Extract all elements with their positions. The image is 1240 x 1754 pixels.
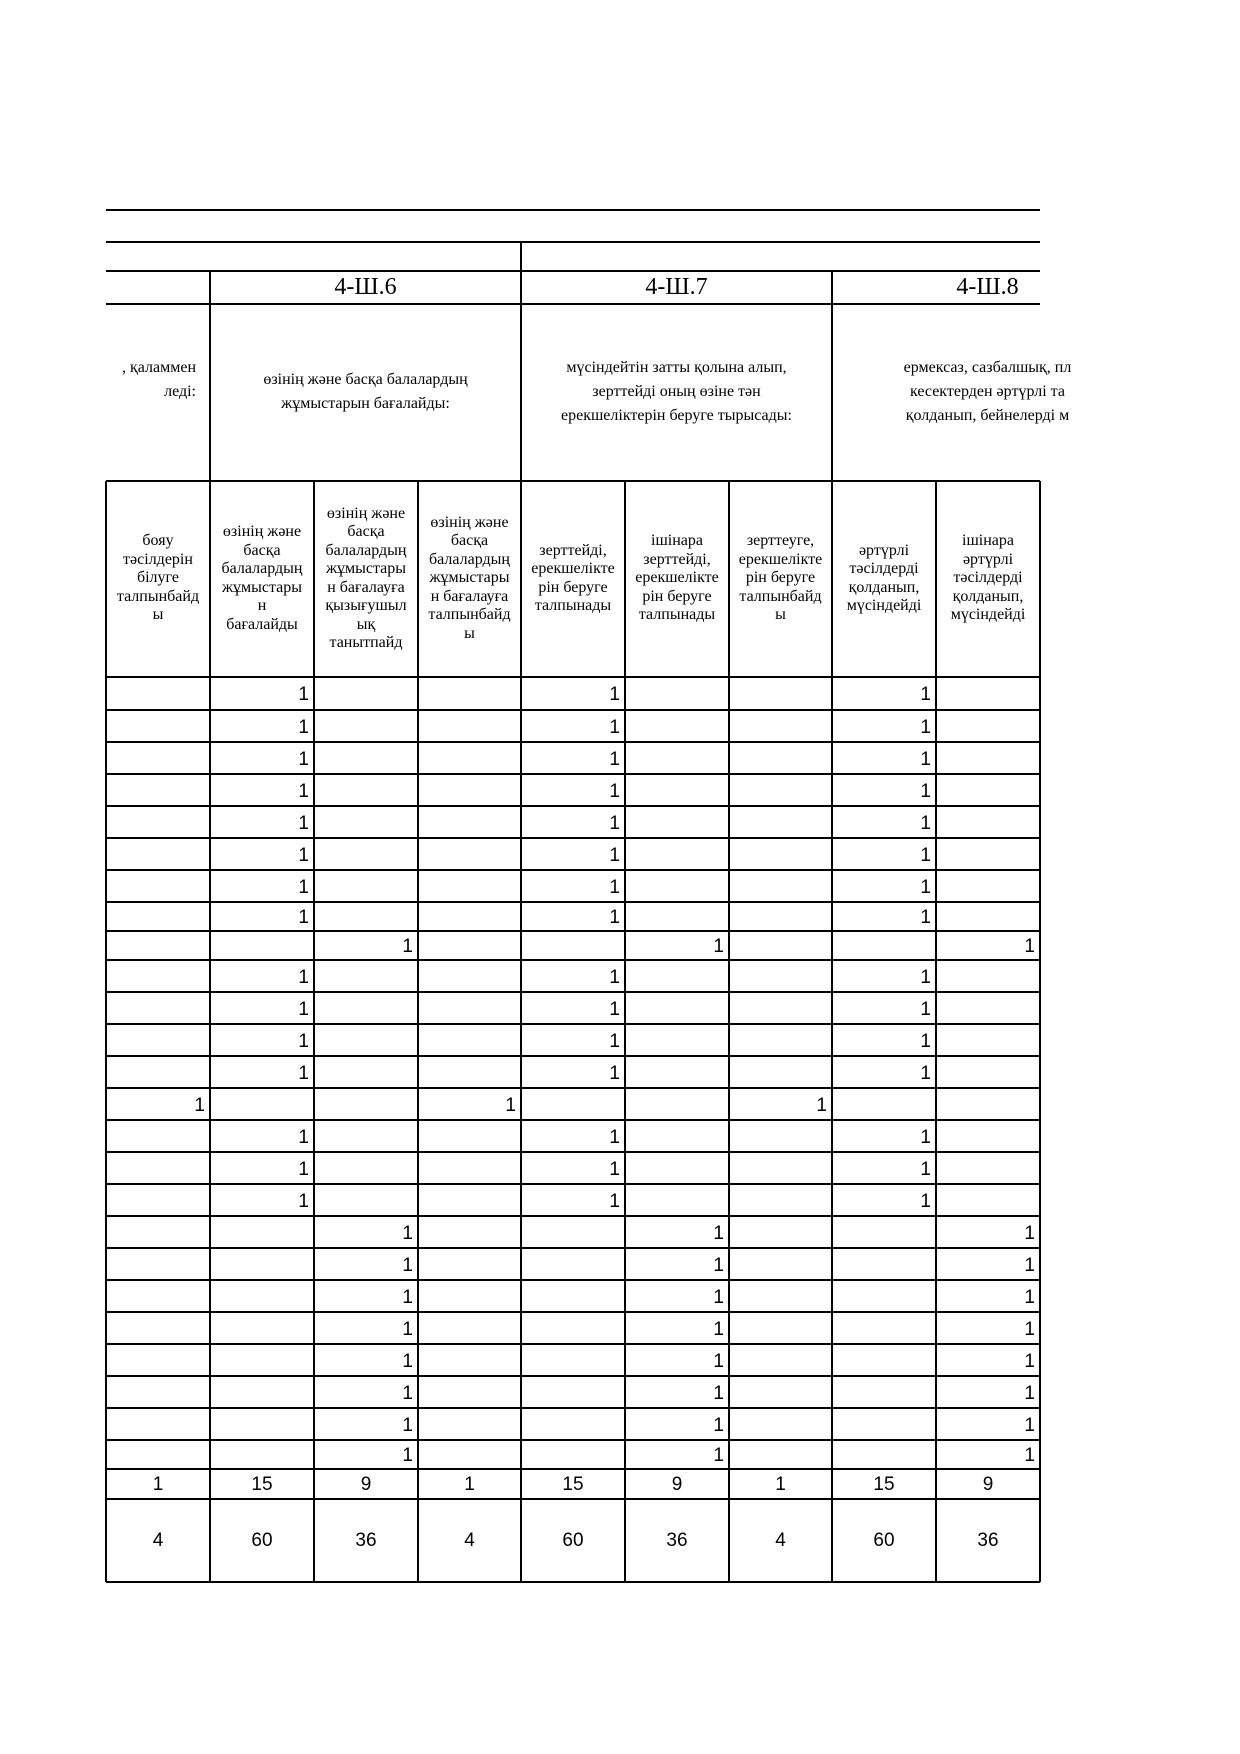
table-cell: 1 bbox=[402, 1222, 413, 1244]
column-subheader-line: балалардың bbox=[429, 550, 510, 568]
group-description bbox=[210, 368, 521, 416]
percent-cell: 36 bbox=[666, 1529, 688, 1551]
column-subheader-line: мүсіндейді bbox=[846, 597, 922, 614]
table-cell: 1 bbox=[920, 1062, 931, 1084]
table-cell: 1 bbox=[298, 780, 309, 802]
table-cell: 1 bbox=[402, 1286, 413, 1308]
column-subheader-line: жұмыстары bbox=[429, 569, 510, 587]
table-row-rule bbox=[106, 901, 1040, 903]
table-cell: 1 bbox=[609, 716, 620, 738]
table-cell: 1 bbox=[1024, 1445, 1035, 1466]
column-subheader-line: ішінара bbox=[651, 532, 703, 550]
table-cell: 1 bbox=[920, 966, 931, 988]
table-cell: 1 bbox=[713, 1414, 724, 1436]
table-cell: 1 bbox=[298, 844, 309, 866]
table-row-rule bbox=[106, 773, 1040, 775]
column-subheader-line: тәсілдерді bbox=[953, 569, 1023, 587]
group-code: 4-Ш.7 bbox=[645, 274, 708, 300]
table-cell: 1 bbox=[402, 1445, 413, 1466]
table-cell: 1 bbox=[920, 716, 931, 738]
table-cell: 1 bbox=[609, 1158, 620, 1180]
column-subheader-line: жұмыстары bbox=[325, 560, 407, 577]
table-cell: 1 bbox=[298, 1190, 309, 1212]
column-subheader bbox=[315, 482, 417, 675]
group-description-line: ерекшеліктерін беруге тырысады: bbox=[561, 407, 792, 424]
percent-cell: 4 bbox=[464, 1529, 475, 1551]
table-cell: 1 bbox=[1024, 1382, 1035, 1404]
column-subheader-text bbox=[531, 542, 614, 616]
column-subheader-line: балалардың bbox=[221, 560, 303, 577]
table-row-rule bbox=[106, 837, 1040, 839]
table-cell: 1 bbox=[298, 907, 309, 928]
group-code-bottom-rule bbox=[106, 303, 1040, 305]
table-cell: 1 bbox=[402, 1350, 413, 1372]
column-subheader-line: ерекшелікте bbox=[738, 550, 823, 568]
table-cell: 1 bbox=[609, 998, 620, 1020]
column-subheader-line: рін беруге bbox=[538, 578, 608, 596]
table-row-rule bbox=[106, 1119, 1040, 1121]
table-cell: 1 bbox=[1024, 1286, 1035, 1308]
table-cell: 1 bbox=[920, 1030, 931, 1052]
column-subheader-line: ерекшелікте bbox=[531, 560, 615, 577]
table-cell: 1 bbox=[609, 1190, 620, 1212]
table-left-border bbox=[105, 481, 107, 1582]
table-cell: 1 bbox=[609, 812, 620, 834]
table-cell: 1 bbox=[298, 684, 309, 705]
table-row-rule bbox=[106, 709, 1040, 711]
table-row-rule bbox=[106, 1023, 1040, 1025]
column-subheader-line: рін беруге bbox=[642, 587, 712, 605]
table-row-rule bbox=[106, 1407, 1040, 1409]
table-row-rule bbox=[106, 1468, 1040, 1470]
total-cell: 15 bbox=[251, 1474, 273, 1495]
table-row-rule bbox=[106, 676, 1040, 678]
table-cell: 1 bbox=[609, 844, 620, 866]
column-subheader-line: тәсілдерін bbox=[123, 550, 193, 568]
group-code: 4-Ш.6 bbox=[334, 274, 397, 300]
column-subheader-line: тәсілдерді bbox=[849, 560, 919, 577]
table-cell: 1 bbox=[1024, 936, 1035, 957]
table-cell: 1 bbox=[1024, 1414, 1035, 1436]
table-cell: 1 bbox=[920, 780, 931, 802]
column-subheader-line: басқа bbox=[347, 523, 385, 540]
column-subheader bbox=[937, 482, 1039, 675]
table-row-rule bbox=[106, 1151, 1040, 1153]
column-subheader-line: басқа bbox=[243, 541, 281, 559]
percent-cell: 60 bbox=[251, 1529, 273, 1551]
column-subheader-line: қызығушыл bbox=[325, 597, 407, 614]
column-subheader-line: балалардың bbox=[325, 541, 407, 559]
column-subheader-line: ы bbox=[464, 624, 475, 642]
table-cell: 1 bbox=[609, 907, 620, 928]
group-description-line: , қаламмен bbox=[121, 359, 196, 376]
column-subheader-text bbox=[117, 532, 199, 625]
table-row-rule bbox=[106, 1183, 1040, 1185]
percent-cell: 60 bbox=[562, 1529, 584, 1551]
group-description bbox=[0, 356, 196, 404]
title-band-bottom-rule bbox=[106, 241, 1040, 243]
column-subheader-line: талпынбайд bbox=[739, 587, 822, 605]
table-cell: 1 bbox=[816, 1094, 827, 1116]
column-subheader-line: зерттейді, bbox=[539, 541, 607, 559]
table-cell: 1 bbox=[713, 1222, 724, 1244]
column-subheader-line: қолданып, bbox=[952, 587, 1024, 605]
table-row-rule bbox=[106, 805, 1040, 807]
column-subheader bbox=[833, 482, 935, 675]
table-cell: 1 bbox=[920, 1158, 931, 1180]
table-cell: 1 bbox=[920, 748, 931, 770]
column-subheader bbox=[107, 482, 209, 675]
column-rule bbox=[1039, 481, 1041, 1582]
table-row-rule bbox=[106, 1498, 1040, 1500]
table-cell: 1 bbox=[298, 1158, 309, 1180]
column-subheader-line: өзінің және bbox=[326, 504, 406, 522]
table-cell: 1 bbox=[609, 1030, 620, 1052]
total-cell: 9 bbox=[982, 1474, 994, 1495]
table-cell: 1 bbox=[402, 936, 413, 957]
column-subheader bbox=[419, 482, 520, 675]
assessment-table bbox=[106, 200, 1072, 1600]
table-row-rule bbox=[106, 930, 1040, 932]
column-subheader-line: н бағалауға bbox=[430, 587, 509, 605]
column-subheader bbox=[626, 482, 728, 675]
column-subheader-line: н bbox=[257, 597, 267, 614]
column-subheader-line: рін беруге bbox=[745, 569, 816, 587]
table-cell: 1 bbox=[298, 876, 309, 898]
table-row-rule bbox=[106, 1343, 1040, 1345]
table-row-rule bbox=[106, 1439, 1040, 1441]
table-cell: 1 bbox=[920, 907, 931, 928]
table-row-rule bbox=[106, 741, 1040, 743]
group-description-line: кесектерден әртүрлі та bbox=[910, 383, 1065, 400]
column-subheader-line: талпынады bbox=[638, 606, 716, 624]
group-description bbox=[832, 356, 1143, 428]
column-subheader-text bbox=[325, 505, 406, 653]
table-cell: 1 bbox=[713, 1445, 724, 1466]
table-cell: 1 bbox=[713, 1382, 724, 1404]
table-cell: 1 bbox=[298, 716, 309, 738]
table-cell: 1 bbox=[713, 1254, 724, 1276]
column-subheader bbox=[730, 482, 831, 675]
table-cell: 1 bbox=[713, 936, 724, 957]
group-description-line: леді: bbox=[164, 383, 196, 400]
column-subheader-line: н бағалауға bbox=[327, 578, 405, 596]
table-cell: 1 bbox=[298, 1030, 309, 1052]
table-row-rule bbox=[106, 1087, 1040, 1089]
table-cell: 1 bbox=[1024, 1222, 1035, 1244]
table-cell: 1 bbox=[1024, 1318, 1035, 1340]
column-subheader-line: бояу bbox=[142, 532, 174, 550]
total-cell: 9 bbox=[360, 1474, 372, 1495]
column-subheader-line: қолданып, bbox=[848, 578, 920, 596]
table-cell: 1 bbox=[609, 684, 620, 705]
table-row-rule bbox=[106, 869, 1040, 871]
column-subheader-line: ерекшелікте bbox=[635, 569, 719, 587]
table-row-rule bbox=[106, 1215, 1040, 1217]
table-cell: 1 bbox=[920, 1126, 931, 1148]
table-cell: 1 bbox=[713, 1286, 724, 1308]
table-row-rule bbox=[106, 1055, 1040, 1057]
group-description-line: мүсіндейтін затты қолына алып, bbox=[566, 359, 787, 376]
table-cell: 1 bbox=[920, 684, 931, 705]
table-cell: 1 bbox=[298, 1062, 309, 1084]
table-cell: 1 bbox=[609, 1126, 620, 1148]
column-subheader-text bbox=[428, 514, 510, 644]
column-subheader-line: ық bbox=[356, 615, 376, 633]
column-subheader-text bbox=[635, 532, 718, 625]
column-subheader-line: ішінара bbox=[962, 532, 1014, 550]
total-cell: 1 bbox=[775, 1474, 786, 1495]
column-subheader-line: зерттеуге, bbox=[746, 532, 815, 550]
group-description-line: жұмыстарын бағалайды: bbox=[281, 395, 450, 412]
column-subheader-line: әртүрлі bbox=[858, 541, 910, 559]
table-cell: 1 bbox=[713, 1350, 724, 1372]
percent-cell: 4 bbox=[775, 1529, 786, 1551]
table-cell: 1 bbox=[920, 876, 931, 898]
table-cell: 1 bbox=[609, 748, 620, 770]
table-cell: 1 bbox=[402, 1382, 413, 1404]
column-subheader-line: өзінің және bbox=[222, 523, 302, 540]
group-code-top-rule bbox=[106, 270, 1040, 272]
group-description-line: зерттейді оның өзіне тән bbox=[592, 383, 761, 400]
table-cell: 1 bbox=[920, 812, 931, 834]
column-subheader-text bbox=[222, 523, 303, 634]
column-subheader-line: ы bbox=[152, 606, 164, 624]
group-description bbox=[521, 356, 832, 428]
column-rule bbox=[728, 481, 730, 1582]
column-subheader-line: танытпайд bbox=[329, 634, 403, 651]
column-subheader-line: талпынбайд bbox=[116, 587, 200, 605]
table-cell: 1 bbox=[713, 1318, 724, 1340]
table-cell: 1 bbox=[298, 812, 309, 834]
column-subheader-line: бағалайды bbox=[226, 615, 298, 633]
group-code: 4-Ш.8 bbox=[956, 274, 1019, 300]
title-band-top-rule bbox=[106, 209, 1040, 211]
percent-cell: 60 bbox=[873, 1529, 895, 1551]
table-cell: 1 bbox=[194, 1094, 205, 1116]
total-cell: 15 bbox=[873, 1474, 895, 1495]
percent-cell: 36 bbox=[355, 1529, 377, 1551]
table-cell: 1 bbox=[609, 966, 620, 988]
total-cell: 1 bbox=[152, 1474, 164, 1495]
total-cell: 9 bbox=[671, 1474, 683, 1495]
table-row-rule bbox=[106, 959, 1040, 961]
column-subheader-text bbox=[951, 532, 1026, 625]
column-subheader-line: талпынады bbox=[534, 597, 612, 614]
table-cell: 1 bbox=[402, 1254, 413, 1276]
table-cell: 1 bbox=[1024, 1254, 1035, 1276]
column-subheader bbox=[522, 482, 624, 675]
table-cell: 1 bbox=[609, 876, 620, 898]
table-cell: 1 bbox=[402, 1414, 413, 1436]
percent-cell: 36 bbox=[977, 1529, 999, 1551]
column-subheader-line: ы bbox=[775, 606, 786, 624]
column-subheader-line: білуге bbox=[136, 569, 179, 587]
column-subheader-line: талпынбайд bbox=[428, 606, 511, 624]
column-subheader-line: әртүрлі bbox=[962, 550, 1014, 568]
column-subheader-line: өзінің және bbox=[430, 513, 509, 531]
table-cell: 1 bbox=[298, 1126, 309, 1148]
column-subheader-line: зерттейді, bbox=[643, 550, 711, 568]
table-cell: 1 bbox=[402, 1318, 413, 1340]
column-subheader-text bbox=[847, 542, 922, 616]
column-subheader bbox=[211, 482, 313, 675]
percent-cell: 4 bbox=[152, 1529, 164, 1551]
table-row-rule bbox=[106, 1279, 1040, 1281]
table-cell: 1 bbox=[609, 1062, 620, 1084]
column-subheader-line: жұмыстары bbox=[221, 578, 303, 596]
column-subheader-line: басқа bbox=[450, 532, 489, 550]
table-cell: 1 bbox=[920, 1190, 931, 1212]
table-cell: 1 bbox=[298, 998, 309, 1020]
table-cell: 1 bbox=[505, 1094, 516, 1116]
column-rule bbox=[417, 481, 419, 1582]
table-row-rule bbox=[106, 1375, 1040, 1377]
total-cell: 1 bbox=[464, 1474, 475, 1495]
table-bottom-border bbox=[106, 1581, 1040, 1583]
table-cell: 1 bbox=[609, 780, 620, 802]
table-row-rule bbox=[106, 1247, 1040, 1249]
table-cell: 1 bbox=[298, 748, 309, 770]
group-description-line: қолданып, бейнелерді м bbox=[905, 407, 1070, 424]
total-cell: 15 bbox=[562, 1474, 584, 1495]
table-cell: 1 bbox=[298, 966, 309, 988]
column-subheader-text bbox=[739, 532, 822, 625]
table-cell: 1 bbox=[920, 844, 931, 866]
table-cell: 1 bbox=[920, 998, 931, 1020]
table-cell: 1 bbox=[1024, 1350, 1035, 1372]
column-subheader-line: мүсіндейді bbox=[950, 606, 1026, 624]
table-row-rule bbox=[106, 1311, 1040, 1313]
group-description-line: ермексаз, сазбалшық, пл bbox=[903, 359, 1072, 376]
group-description-line: өзінің және басқа балалардың bbox=[263, 371, 468, 388]
table-row-rule bbox=[106, 991, 1040, 993]
